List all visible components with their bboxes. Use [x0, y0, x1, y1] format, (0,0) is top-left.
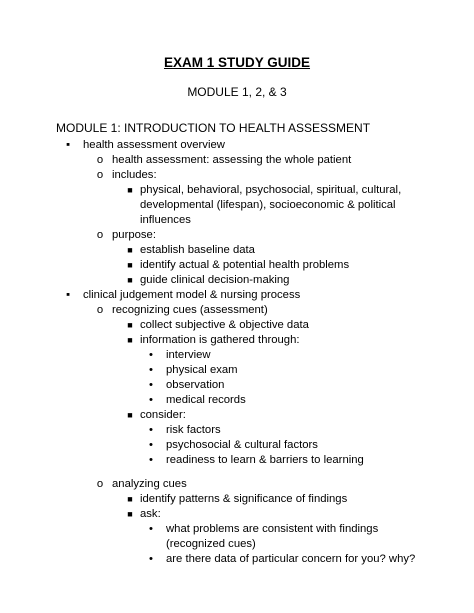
bullet-marker: o [96, 478, 104, 490]
outline-item-level-4 [0, 453, 474, 468]
bullet-marker: o [96, 229, 104, 241]
outline-item-level-2 [0, 228, 474, 243]
outline-item-level-1 [0, 288, 474, 303]
document-title: EXAM 1 STUDY GUIDE [163, 55, 311, 70]
bullet-marker: • [149, 364, 153, 376]
bullet-marker: ■ [127, 320, 133, 330]
outline-item-text: readiness to learn & barriers to learning [166, 454, 364, 466]
outline-item-level-3 [0, 492, 474, 507]
outline-item-level-4 [0, 363, 474, 378]
outline-item-text: identify patterns & significance of findings [140, 493, 348, 505]
bullet-marker: ■ [127, 275, 133, 285]
outline-item-level-4 [0, 522, 474, 552]
bullet-marker: ■ [127, 260, 133, 270]
outline-spacer [0, 468, 474, 477]
section-heading: MODULE 1: INTRODUCTION TO HEALTH ASSESSMENT [56, 121, 371, 135]
outline-item-level-2 [0, 153, 474, 168]
bullet-marker: • [149, 439, 153, 451]
bullet-marker: • [149, 424, 153, 436]
bullet-marker: ■ [127, 185, 133, 195]
bullet-marker: • [149, 349, 153, 361]
bullet-marker: • [149, 523, 153, 535]
outline-item-level-2 [0, 303, 474, 318]
bullet-marker: ■ [127, 410, 133, 420]
outline-item-text: psychosocial & cultural factors [166, 439, 318, 451]
outline-item-text: collect subjective & objective data [140, 319, 309, 331]
bullet-marker: o [96, 304, 104, 316]
bullet-marker: ▪ [65, 289, 70, 301]
outline-item-level-3 [0, 273, 474, 288]
outline-item-text: consider: [140, 409, 186, 421]
outline-item-level-4 [0, 378, 474, 393]
bullet-marker: ■ [127, 245, 133, 255]
bullet-marker: ■ [127, 494, 133, 504]
outline-item-level-4 [0, 393, 474, 408]
outline-item-text: health assessment: assessing the whole patient [112, 154, 352, 166]
outline-item-level-3 [0, 258, 474, 273]
outline-item-level-3 [0, 183, 474, 228]
outline-item-level-4 [0, 552, 474, 567]
bullet-marker: ▪ [65, 139, 70, 151]
outline-item-text: are there data of particular concern for you? why? [166, 553, 416, 565]
outline-item-level-3 [0, 507, 474, 522]
outline-item-text: information is gathered through: [140, 334, 300, 346]
bullet-marker: ■ [127, 509, 133, 519]
outline-item-level-3 [0, 333, 474, 348]
document-subtitle: MODULE 1, 2, & 3 [187, 85, 287, 99]
outline-item-text: establish baseline data [140, 244, 255, 256]
outline-item-text: clinical judgement model & nursing process [83, 289, 301, 301]
outline-item-level-4 [0, 423, 474, 438]
outline-item-level-2 [0, 168, 474, 183]
outline-item-text: medical records [166, 394, 246, 406]
outline-item-level-1 [0, 138, 474, 153]
bullet-marker: o [96, 169, 104, 181]
outline-item-level-3 [0, 243, 474, 258]
outline-item-text: purpose: [112, 229, 156, 241]
outline-item-text: physical exam [166, 364, 238, 376]
outline-item-text: identify actual & potential health problems [140, 259, 350, 271]
bullet-marker: • [149, 454, 153, 466]
bullet-marker: • [149, 379, 153, 391]
outline-item-text: analyzing cues [112, 478, 187, 490]
outline-item-text: risk factors [166, 424, 221, 436]
outline-item-level-2 [0, 477, 474, 492]
outline-item-text: interview [166, 349, 211, 361]
study-outline [0, 138, 474, 567]
outline-item-level-4 [0, 438, 474, 453]
bullet-marker: ■ [127, 335, 133, 345]
outline-item-level-4 [0, 348, 474, 363]
outline-item-text: observation [166, 379, 225, 391]
outline-item-text: health assessment overview [83, 139, 225, 151]
outline-item-level-3 [0, 408, 474, 423]
outline-item-text: recognizing cues (assessment) [112, 304, 268, 316]
outline-item-text: physical, behavioral, psychosocial, spiritual, cultural, developmental (lifespan), socioeconomic & political influences [140, 184, 402, 226]
outline-item-text: includes: [112, 169, 157, 181]
outline-item-text: guide clinical decision-making [140, 274, 290, 286]
bullet-marker: o [96, 154, 104, 166]
bullet-marker: • [149, 394, 153, 406]
outline-item-text: ask: [140, 508, 161, 520]
outline-item-text: what problems are consistent with findings (recognized cues) [166, 523, 379, 550]
bullet-marker: • [149, 553, 153, 565]
outline-item-level-3 [0, 318, 474, 333]
